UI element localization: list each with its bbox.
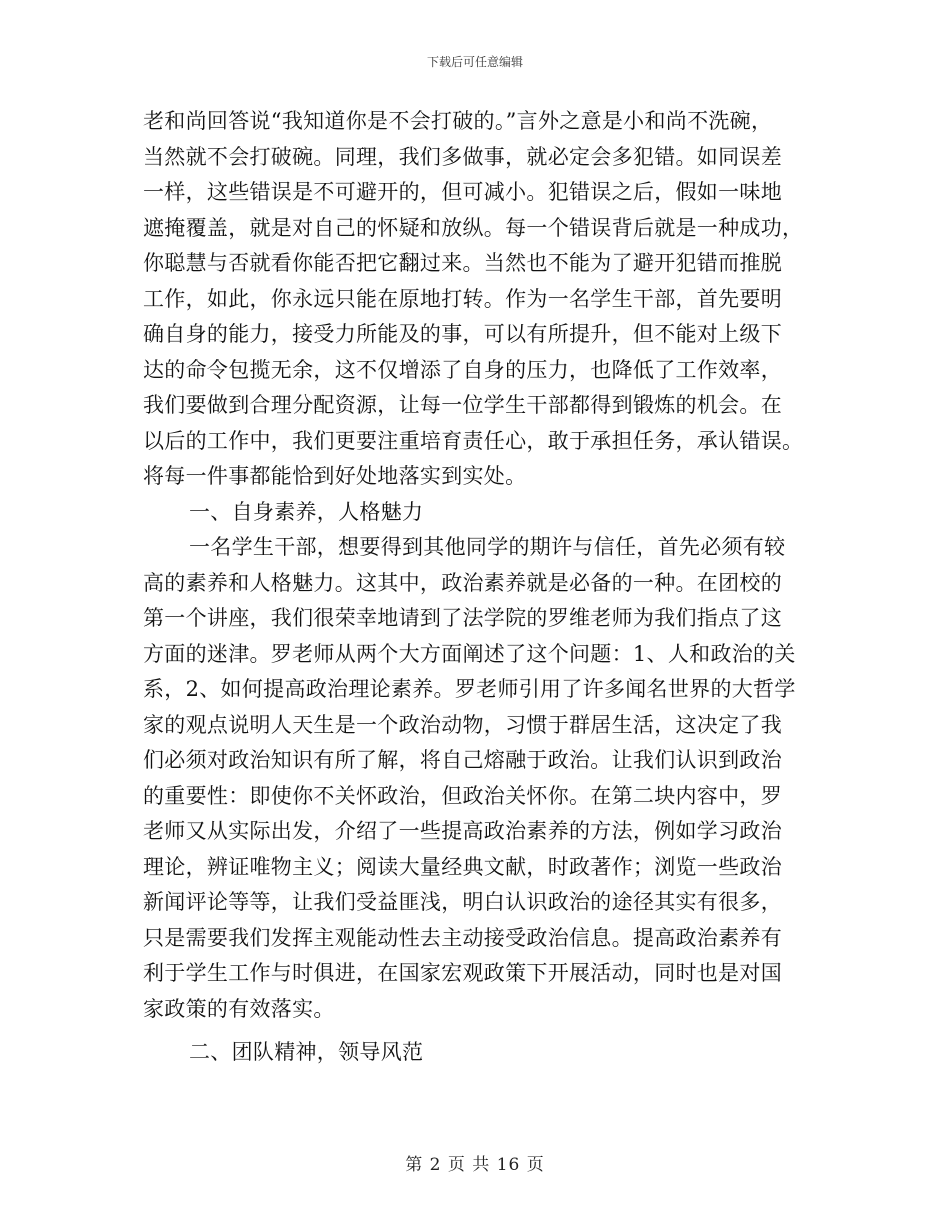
text-line: 的重要性：即使你不关怀政治，但政治关怀你。在第二块内容中，罗 (143, 783, 782, 808)
text-line: 当然就不会打破碗。同理，我们多做事，就必定会多犯错。如同误差 (143, 144, 782, 169)
text-line: 家的观点说明人天生是一个政治动物，习惯于群居生活，这决定了我 (143, 712, 782, 737)
document-body (143, 104, 813, 1077)
section-heading-2: 二、团队精神，领导风范 (189, 1040, 424, 1064)
text-line: 们必须对政治知识有所了解，将自己熔融于政治。让我们认识到政治 (143, 748, 782, 772)
page-footer: 第 2 页 共 16 页 (405, 1155, 545, 1175)
text-line: 工作，如此，你永远只能在原地打转。作为一名学生干部，首先要明 (143, 286, 782, 311)
text-line: 确自身的能力，接受力所能及的事，可以有所提升，但不能对上级下 (143, 322, 782, 346)
text-line: 新闻评论等等，让我们受益匪浅，明白认识政治的途径其实有很多， (143, 890, 782, 914)
text-line: 将每一件事都能恰到好处地落实到实处。 (143, 464, 527, 488)
text-line: 一样，这些错误是不可避开的，但可减小。犯错误之后，假如一味地 (143, 180, 782, 204)
text-line: 遮掩覆盖，就是对自己的怀疑和放纵。每一个错误背后就是一种成功， (143, 215, 804, 240)
text-line: 老和尚回答说“我知道你是不会打破的。”言外之意是小和尚不洗碗， (143, 109, 773, 133)
section-heading-1: 一、自身素养，人格魅力 (189, 499, 424, 524)
text-line: 利于学生工作与时俱进，在国家宏观政策下开展活动，同时也是对国 (143, 961, 782, 985)
text-line: 系，2、如何提高政治理论素养。罗老师引用了许多闻名世界的大哲学 (143, 677, 796, 701)
page-header: 下载后可任意编辑 (426, 55, 523, 69)
text-line: 高的素养和人格魅力。这其中，政治素养就是必备的一种。在团校的 (143, 570, 782, 595)
text-line: 家政策的有效落实。 (143, 996, 335, 1021)
text-line: 老师又从实际出发，介绍了一些提高政治素养的方法，例如学习政治 (143, 819, 782, 843)
paragraph-1 (143, 104, 813, 495)
text-line: 方面的迷津。罗老师从两个大方面阐述了这个问题：1、人和政治的关 (143, 641, 796, 666)
text-line: 以后的工作中，我们更要注重培育责任心，敢于承担任务，承认错误。 (143, 428, 804, 453)
paragraph-2 (143, 530, 813, 1027)
text-line: 理论，辨证唯物主义；阅读大量经典文献，时政著作；浏览一些政治 (143, 854, 782, 879)
text-line: 我们要做到合理分配资源，让每一位学生干部都得到锻炼的机会。在 (143, 393, 782, 417)
text-line: 达的命令包揽无余，这不仅增添了自身的压力，也降低了工作效率， (143, 357, 782, 382)
text-line: 一名学生干部，想要得到其他同学的期许与信任，首先必须有较 (189, 535, 786, 559)
text-line: 第一个讲座，我们很荣幸地请到了法学院的罗维老师为我们指点了这 (143, 606, 782, 630)
text-line: 你聪慧与否就看你能否把它翻过来。当然也不能为了避开犯错而推脱 (143, 251, 782, 275)
text-line: 只是需要我们发挥主观能动性去主动接受政治信息。提高政治素养有 (143, 925, 782, 950)
